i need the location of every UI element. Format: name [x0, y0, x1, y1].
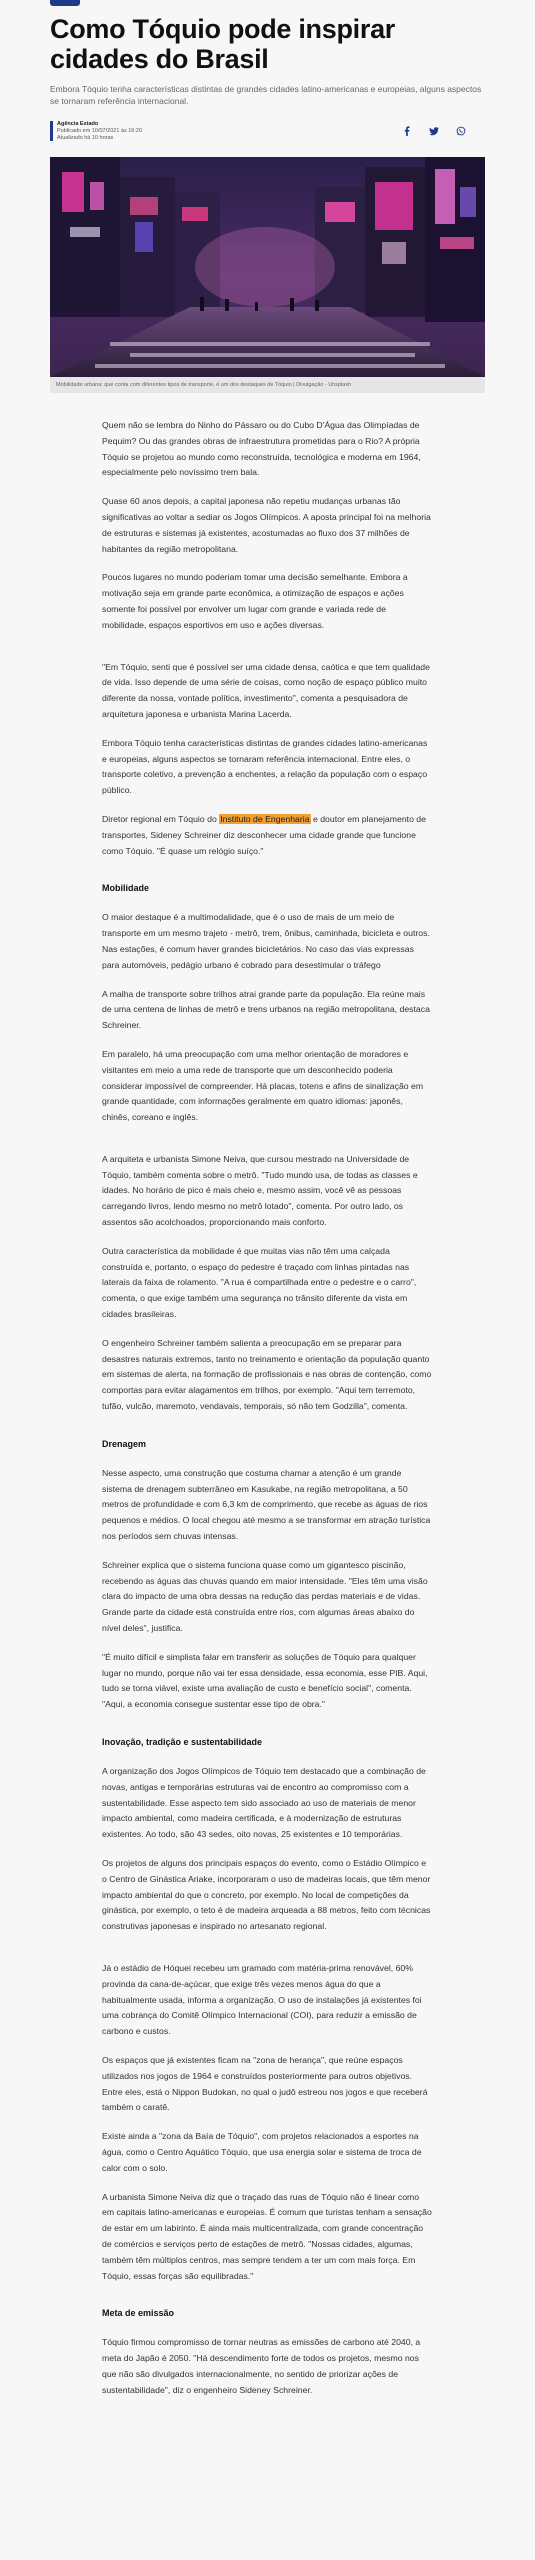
- paragraph: Em paralelo, há uma preocupação com uma melhor orientação de moradores e visitantes em meio a uma rede de transporte que um desconhecido poderia considerar impossível de compreender. Há placas, totens e afins de sinalização em grande quantidade, com informações geralmente em quatro idiomas: japonês, chinês, coreano e inglês.: [102, 1048, 424, 1123]
- paragraph: Os espaços que já existentes ficam na "zona de herança", que reúne espaços utilizados nos jogos de 1964 e construídos posteriormente para outros objetivos. Entre eles, está o Nippon Budokan, no qual o judô estreou nos jogos e que receberá também o caratê.: [102, 2054, 428, 2113]
- page-title: Como Tóquio pode inspirar cidades do Brasil: [50, 14, 395, 74]
- paragraph: A organização dos Jogos Olímpicos de Tóquio tem destacado que a combinação de novas, antigas e temporárias estruturas vai de encontro ao compromisso com a sustentabilidade. Esse aspecto tem sido associado ao uso de materiais de menor impacto ambiental, como madeira certificada, e à modernização de estruturas existentes. Ao todo, são 43 sedes, oito novas, 25 existentes e 10 temporárias.: [102, 1766, 426, 1840]
- section-heading-inovacao: Inovação, tradição e sustentabilidade: [102, 1737, 263, 1747]
- hero-image: [50, 157, 485, 377]
- paragraph-text: Diretor regional em Tóquio do: [102, 813, 220, 824]
- paragraph: Poucos lugares no mundo poderiam tomar uma decisão semelhante. Embora a motivação seja em grande parte econômica, a otimização de espaços e ações somente foi possível por envolver um lugar com grande e variada rede de mobilidade, espaços esportivos em uso e ações diversas.: [102, 572, 408, 630]
- facebook-share-button[interactable]: [400, 124, 414, 138]
- paragraph: Nesse aspecto, uma construção que costuma chamar a atenção é um grande sistema de drenagem subterrâneo em Kasukabe, na região metropolitana, a 50 metros de profundidade e com 6,3 km de comprimento, que recebe as águas de rios pequenos e médios. O local chegou até mesmo a se transformar em atração turística nos períodos sem chuvas intensas.: [102, 1467, 431, 1542]
- paragraph: Já o estádio de Hóquei recebeu um gramado com matéria-prima renovável, 60% provinda da cana-de-açúcar, que exige três vezes menos água do que a habitualmente usada, informa a organização. O uso de instalações já existentes foi uma cobrança do Comitê Olímpico Internacional (COI), para reduzir a emissão de carbono e custos.: [102, 1962, 422, 2037]
- twitter-share-button[interactable]: [427, 124, 441, 138]
- author-accent-bar: [50, 121, 53, 141]
- whatsapp-share-button[interactable]: [454, 124, 468, 138]
- section-heading-drenagem: Drenagem: [102, 1438, 147, 1449]
- paragraph: Quem não se lembra do Ninho do Pássaro ou do Cubo D'Água das Olimpíadas de Pequim? Ou das grandes obras de infraestrutura prometidas para o Rio? A própria Tóquio se projetou ao mundo como reconstruída, tecnológica e moderna em 1964, especialmente pelo novíssimo trem bala.: [102, 420, 421, 478]
- paragraph: A malha de transporte sobre trilhos atrai grande parte da população. Ela reúne mais de uma centena de linhas de metrô e trens urbanos na região metropolitana, destaca Schreiner.: [102, 988, 430, 1031]
- byline: [57, 121, 142, 141]
- author-name: Agência Estado: [57, 121, 99, 127]
- paragraph: Os projetos de alguns dos principais espaços do evento, como o Estádio Olímpico e o Centro de Ginástica Ariake, incorporaram o uso de madeiras locais, que têm menor impacto ambiental do que o concreto, por exemplo. No local de competições da ginástica, por exemplo, o teto é de madeira arqueada a 88 metros, feito com técnicas construtivas japonesas e inspirado no artesanato regional.: [102, 1857, 431, 1932]
- paragraph: "Em Tóquio, senti que é possível ser uma cidade densa, caótica e que tem qualidade de vida. Isso depende de uma série de coisas, como noção de espaço público muito diferente da nossa, vontade política, investimento", comenta a pesquisadora de arquitetura japonesa e urbanista Marina Lacerda.: [102, 661, 430, 719]
- paragraph: Existe ainda a "zona da Baía de Tóquio", com projetos relacionados a esportes na água, como o Centro Aquático Tóquio, que usa energia solar e sistema de troca de calor com o solo.: [102, 2131, 422, 2173]
- article-header: [50, 14, 485, 107]
- paragraph: Embora Tóquio tenha características distintas de grandes cidades latino-americanas e europeias, alguns aspectos se tornaram referência internacional. Entre eles, o transporte coletivo, a prevenção a enchentes, a relação da população com o espaço público.: [102, 737, 428, 796]
- facebook-icon: [402, 126, 412, 136]
- section-heading-meta: Meta de emissão: [102, 2308, 175, 2319]
- section-heading-mobilidade: Mobilidade: [102, 883, 149, 894]
- paragraph: A urbanista Simone Neiva diz que o traçado das ruas de Tóquio não é linear como em capitais latino-americanas e europeias. É comum que turistas tenham a sensação de estar em um labirinto. É ainda mais multicentralizada, com grande concentração de comércios e serviços perto de estações de metrô. "Nossas cidades, algumas, também têm múltiplos centros, mas sempre tendem a ter um com mais força. Em Tóquio, essas forças são equilibradas.": [102, 2191, 432, 2281]
- whatsapp-icon: [456, 126, 466, 136]
- paragraph: O engenheiro Schreiner também salienta a preocupação em se preparar para desastres naturais extremos, tanto no treinamento e orientação da população quanto em sistemas de alerta, na formação de profissionais e nas obras de contenção, como comportas para evitar alagamentos em trilhos, por exemplo. "Aqui tem terremoto, tufão, vulcão, maremoto, vendavais, temporais, só não tem Godzilla", comenta.: [102, 1337, 432, 1412]
- paragraph: Quase 60 anos depois, a capital japonesa não repetiu mudanças urbanas tão significativas ao voltar a sediar os Jogos Olímpicos. A aposta principal foi na melhoria de estruturas e sistemas já existentes, acostumadas ao fluxo dos 37 milhões de habitantes da região metropolitana.: [102, 496, 431, 554]
- paragraph-text: e doutor em planejamento de transportes, Sideney Schreiner diz desconhecer uma cidade grande que funcione como Tóquio. "É quase um relógio suíço.": [102, 813, 426, 856]
- paragraph: "É muito difícil e simplista falar em transferir as soluções de Tóquio para qualquer lugar no mundo, porque não vai ter essa densidade, essa economia, esse PIB. Aqui, tudo se torna viável, existe uma avaliação de custo e benefício social", comenta. "Aqui, a economia consegue sustentar esse tipo de obra.": [102, 1651, 428, 1710]
- paragraph: Tóquio firmou compromisso de tornar neutras as emissões de carbono até 2040, a meta do Japão é 2050. "Há descendimento forte de todos os projetos, mesmo nos que não são divulgados internacionalmente, no sentido de priorizar ações de sustentabilidade", diz o engenheiro Sideney Schreiner.: [102, 2337, 421, 2395]
- article-body: [102, 418, 432, 2412]
- hero-caption: Mobilidade urbana: que conta com diferentes tipos de transporte, é um dos destaques de Tóquio | Divulgação - Unsplash: [50, 377, 485, 393]
- updated-date: Atualizado há 10 horas: [57, 134, 114, 141]
- section-badge: [50, 0, 80, 6]
- article-meta: [50, 121, 485, 143]
- article-subtitle: Embora Tóquio tenha características distintas de grandes cidades latino-americanas e europeias, alguns aspectos se tornaram referência internacional.: [50, 84, 482, 106]
- paragraph: A arquiteta e urbanista Simone Neiva, que cursou mestrado na Universidade de Tóquio, também comenta sobre o metrô. "Tudo mundo usa, de todas as classes e idades. No horário de pico é mais cheio e, mesmo assim, você vê as pessoas carregando livros, lendo mesmo no metrô lotado", comenta. Por outro lado, os assentos são acolchoados, proporcionando mais conforto.: [102, 1153, 418, 1228]
- tokyo-street-photo: [50, 157, 485, 377]
- paragraph: Outra característica da mobilidade é que muitas vias não têm uma calçada construída e, portanto, o espaço do pedestre é traçado com linhas pintadas nas laterais da faixa de rolamento. "A rua é compartilhada entre o pedestre e o carro", comenta, o que exige também uma segurança no trânsito diferente da vista em cidades brasileiras.: [102, 1245, 417, 1320]
- twitter-icon: [429, 126, 439, 136]
- published-date: Publicado em 10/07/2021 às 16:20: [57, 127, 143, 134]
- paragraph: [102, 812, 432, 859]
- paragraph: O maior destaque é a multimodalidade, que é o uso de mais de um meio de transporte em um mesmo trajeto - metrô, trem, ônibus, caminhada, bicicleta e outros. Nas estações, é comum haver grandes bicicletários. No caso das vias expressas para automóveis, pedágio urbano é cobrado para desestimular o tráfego: [102, 912, 430, 970]
- instituto-engenharia-link[interactable]: Instituto de Engenharia: [220, 813, 310, 824]
- paragraph: Schreiner explica que o sistema funciona quase como um gigantesco piscinão, recebendo as águas das chuvas quando em maior intensidade. "Eles têm uma visão clara do impacto de uma obra dessas na redução das perdas materiais e de vidas. Grande parte da cidade está construída entre rios, com algumas áreas abaixo do nível deles", justifica.: [102, 1559, 428, 1634]
